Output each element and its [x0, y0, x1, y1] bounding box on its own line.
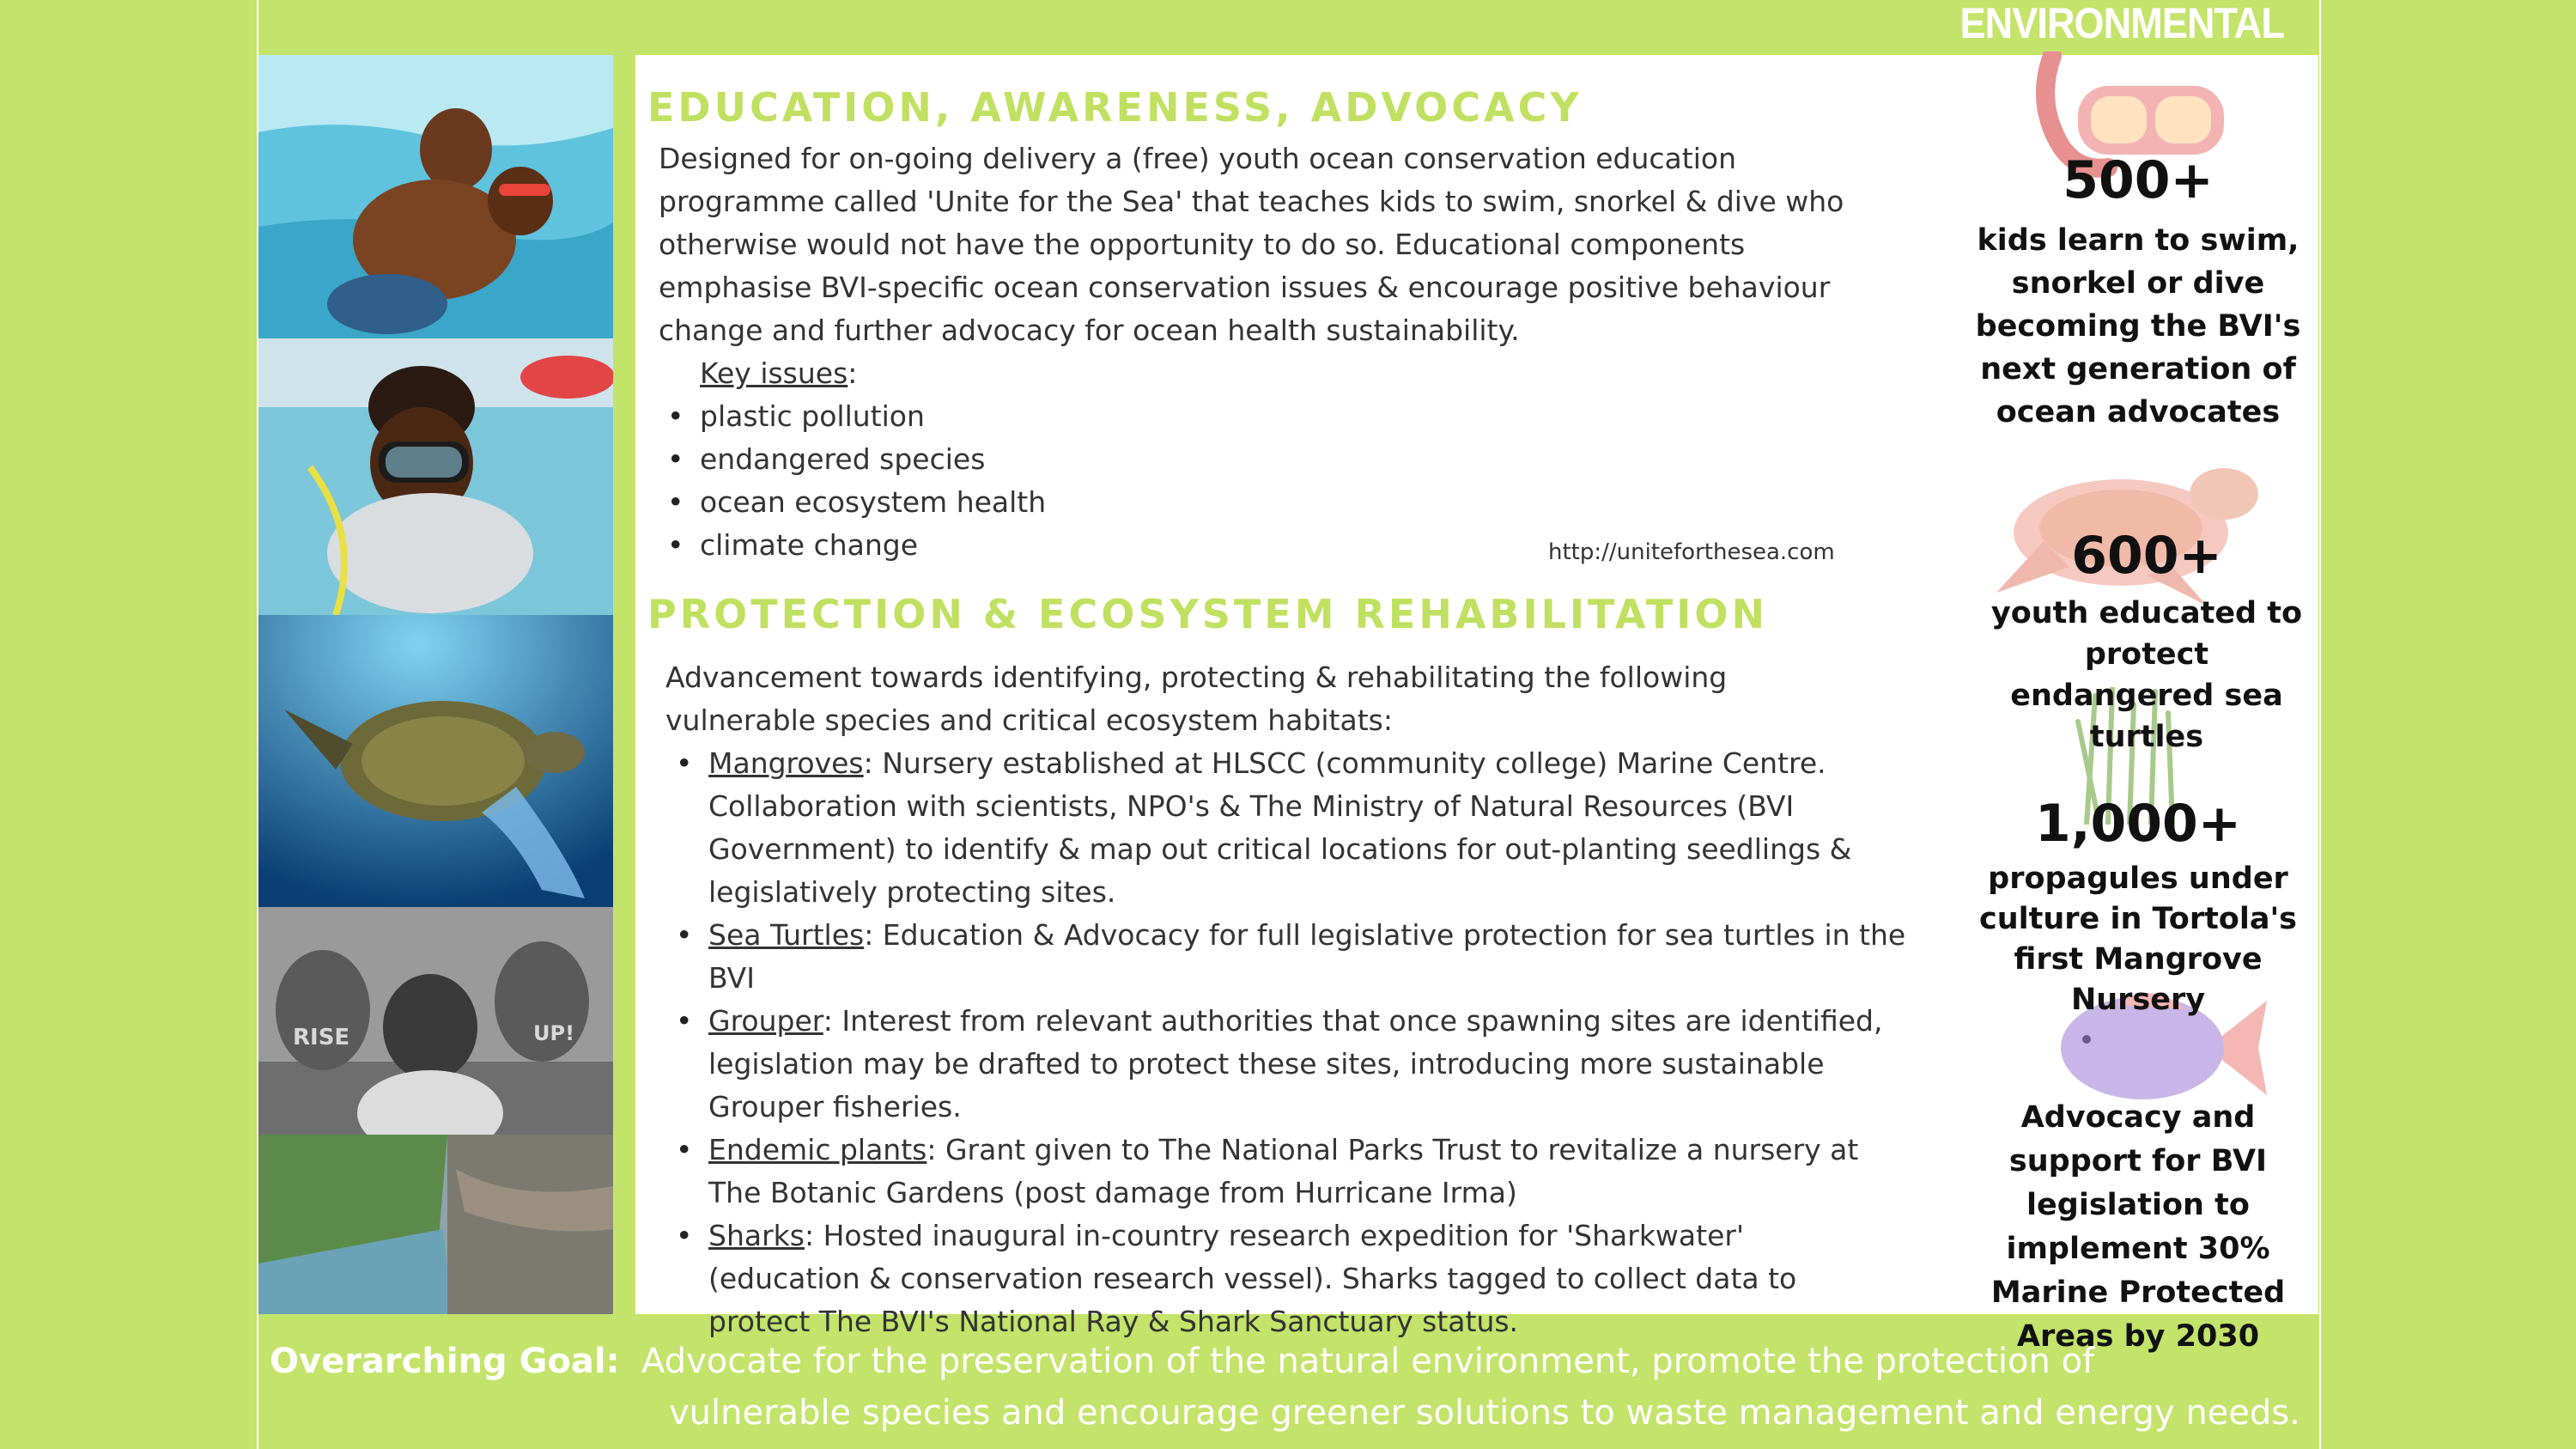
- list-item: [667, 1000, 1953, 1129]
- photo-diver-kid: [258, 338, 613, 615]
- stat-youth-turtles: [1984, 526, 2310, 758]
- list-item: • plastic pollution: [659, 395, 1904, 438]
- item-label: Sea Turtles: [708, 918, 865, 952]
- item-label: Endemic plants: [708, 1133, 927, 1166]
- stat-marine-protected: [1958, 1096, 2318, 1359]
- item-label: Sharks: [708, 1219, 805, 1252]
- protection-title: PROTECTION & ECOSYSTEM REHABILITATION: [647, 591, 1768, 637]
- protection-list: [667, 742, 1953, 1343]
- photo-rise-up-kid: [258, 907, 613, 1135]
- stat-description: propagules under culture in Tortola's first Mangrove Nursery: [1978, 861, 2298, 1017]
- education-intro: Designed for on-going delivery a (free) youth ocean conservation education programme called 'Unite for the Sea' that teaches kids to swim, snorkel & dive who otherwise would not have the opportunity to do so. Educational components emphasise BVI-specific ocean conservation issues & encourage positive behaviour change and further advocacy for ocean health sustainability.: [659, 142, 1844, 347]
- item-text: : Education & Advocacy for full legislative protection for sea turtles in the BVI: [708, 918, 1906, 995]
- stat-description: kids learn to swim, snorkel or dive becoming the BVI's next generation of ocean advocates: [1975, 223, 2301, 429]
- photo-strip: [258, 55, 613, 1314]
- photo-swimming-kids: [258, 55, 613, 338]
- list-item: [667, 1129, 1953, 1215]
- item-label: Mangroves: [708, 746, 864, 780]
- education-title: EDUCATION, AWARENESS, ADVOCACY: [647, 84, 1583, 131]
- photo-divider: [613, 55, 635, 1314]
- key-issues-label: Key issues: [700, 356, 848, 390]
- list-item: [667, 914, 1953, 1000]
- key-issues-heading: Key issues:: [700, 356, 858, 390]
- item-text: : Grant given to The National Parks Trust to revitalize a nursery at The Botanic Gardens (post damage from Hurricane Irma): [708, 1133, 1859, 1209]
- item-text: : Hosted inaugural in-country research expedition for 'Sharkwater' (education & conservation research vessel). Sharks tagged to collect data to protect The BVI's National Ray & Shark Sanctuary status.: [708, 1219, 1797, 1338]
- stat-number: 600+: [2071, 526, 2222, 586]
- list-item: • endangered species: [659, 438, 1904, 481]
- stat-number: 500+: [2063, 150, 2214, 210]
- stat-description: youth educated to protect endangered sea turtles: [1990, 596, 2303, 754]
- rise-caption: RISE: [293, 1025, 350, 1050]
- photo-turtle-plastic: [258, 615, 613, 907]
- photo-mangrove-aerial: [258, 1135, 613, 1314]
- goal-line-1: [270, 1336, 2330, 1387]
- stat-kids-swimming: [1966, 150, 2310, 434]
- goal-line-2: vulnerable species and encourage greener solutions to waste management and energy needs.: [669, 1393, 2300, 1433]
- protection-intro: Advancement towards identifying, protecting & rehabilitating the following vulnerable species and critical ecosystem habitats:: [665, 661, 1728, 737]
- goal-label: Overarching Goal:: [270, 1342, 620, 1381]
- item-text: : Nursery established at HLSCC (community college) Marine Centre. Collaboration with scientists, NPO's & The Ministry of Natural Resources (BVI Government) to identify & map out critical locations for out-planting seedlings & legislatively protecting sites.: [708, 746, 1852, 909]
- goal-text-1: Advocate for the preservation of the natural environment, promote the protection of: [641, 1342, 2095, 1381]
- stat-propagules: [1958, 794, 2318, 1020]
- item-text: : Interest from relevant authorities that once spawning sites are identified, legislation may be drafted to protect these sites, introducing more sustainable Grouper fisheries.: [708, 1004, 1883, 1123]
- list-item: [667, 1215, 1953, 1343]
- stat-description: Advocacy and support for BVI legislation to implement 30% Marine Protected Areas by 2030: [1990, 1100, 2286, 1354]
- stat-number: 1,000+: [2034, 794, 2242, 854]
- list-item: • ocean ecosystem health: [659, 481, 1904, 524]
- right-edge-line: [2319, 0, 2321, 1449]
- overarching-goal: [270, 1336, 2330, 1439]
- list-item: • climate change: [659, 524, 1904, 567]
- page-title: ENVIRONMENTAL: [1959, 0, 2284, 47]
- list-item: [667, 742, 1953, 914]
- education-body: [659, 137, 1904, 567]
- item-label: Grouper: [708, 1004, 823, 1038]
- protection-body: [665, 656, 1953, 1343]
- website-link[interactable]: http://uniteforthesea.com: [1548, 539, 1835, 565]
- up-caption: UP!: [533, 1021, 575, 1045]
